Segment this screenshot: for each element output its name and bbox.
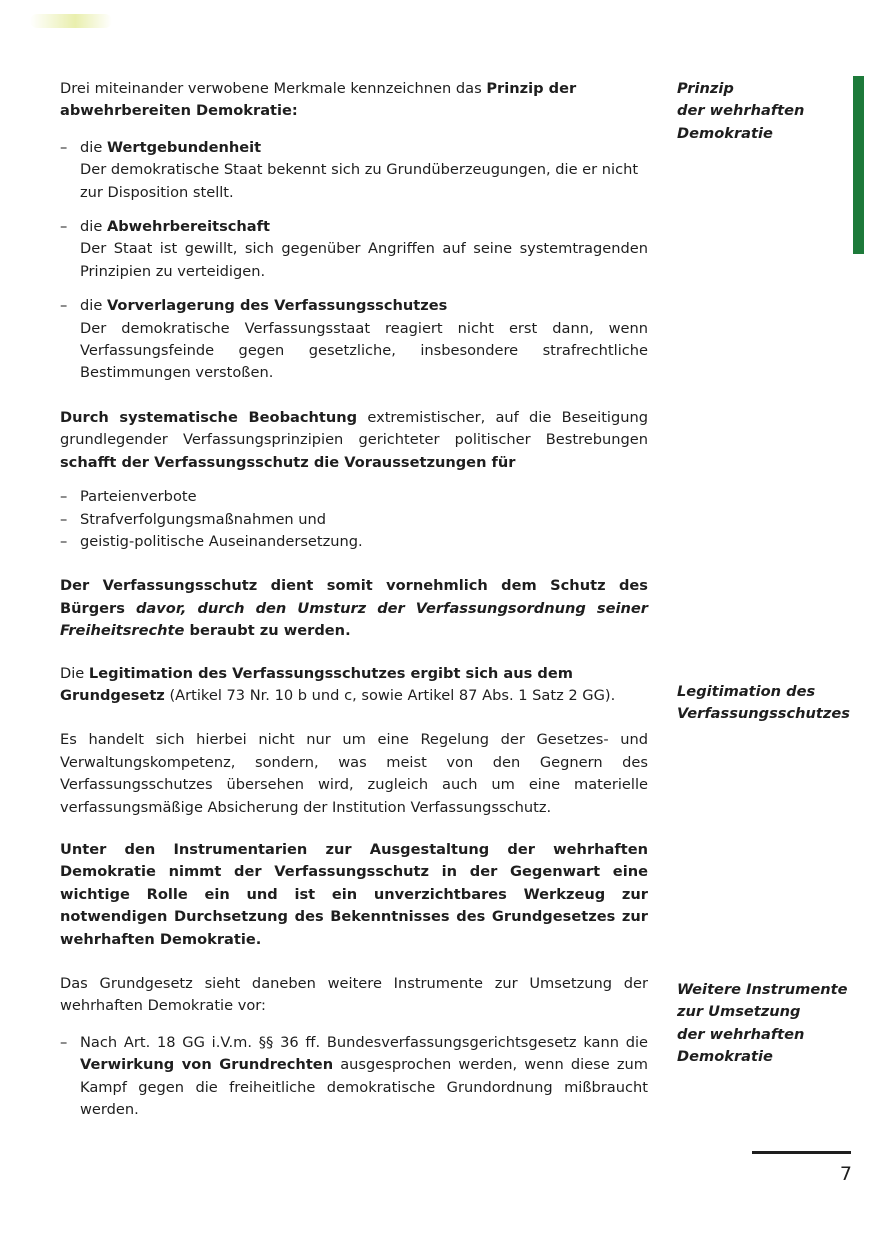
legitimation-paragraph xyxy=(60,663,648,708)
margin-note-further-instruments xyxy=(677,979,849,1069)
protection-text-1: Der Verfassungsschutz dient somit vornehmlich dem Schutz des Bürgers xyxy=(60,577,648,617)
dash-bullet: – xyxy=(60,138,68,156)
margin-note-line: zur Umsetzung xyxy=(677,1003,801,1021)
list-item-text: Parteienverbote xyxy=(80,488,197,506)
feature-text: Der Staat ist gewillt, sich gegenüber Angriffen auf seine systemtragenden Prinzipien zu verteidigen. xyxy=(80,240,648,280)
feature-prefix: die xyxy=(80,138,107,156)
dash-bullet: – xyxy=(60,488,68,506)
forfeiture-text-2: ausgesprochen werden, wenn diese zum Kampf gegen die freiheitliche demokratische Grundordnung mißbraucht werden. xyxy=(80,1056,648,1119)
feature-item xyxy=(60,216,648,283)
protection-paragraph xyxy=(60,575,648,642)
list-item-text: Strafverfolgungsmaßnahmen und xyxy=(80,510,327,528)
margin-note-legitimation xyxy=(677,681,849,726)
measures-list xyxy=(60,486,648,553)
legitimation-text-2: (Artikel 73 Nr. 10 b und c, sowie Artikel 87 Abs. 1 Satz 2 GG). xyxy=(164,686,616,704)
margin-note-principle xyxy=(677,78,849,145)
feature-item xyxy=(60,295,648,385)
forfeiture-item xyxy=(60,1032,648,1122)
feature-item xyxy=(60,137,648,204)
dash-bullet: – xyxy=(60,1033,68,1051)
legitimation-bold: Legitimation des Verfassungsschutzes ergibt sich aus dem Grundgesetz xyxy=(60,664,573,704)
feature-title: Abwehrbereitschaft xyxy=(106,218,270,236)
feature-text: Der demokratische Verfassungsstaat reagiert nicht erst dann, wenn Verfassungsfeinde gegen gesetzliche, insbesondere strafrechtliche Bestimmungen verstoßen. xyxy=(80,319,648,382)
list-item xyxy=(60,486,648,508)
list-item-text: geistig-politische Auseinandersetzung. xyxy=(80,532,363,550)
feature-text: Der demokratische Staat bekennt sich zu Grundüberzeugungen, die er nicht zur Disposition stellt. xyxy=(80,161,639,201)
observation-text: extremistischer, auf die Beseitigung grundlegender Verfassungsprinzipien gerichteter politischer Bestrebungen xyxy=(60,408,649,449)
list-item xyxy=(60,531,648,553)
margin-note-line: Prinzip xyxy=(677,80,734,97)
observation-bold-1: Durch systematische Beobachtung xyxy=(60,408,358,426)
margin-note-line: Demokratie xyxy=(677,1048,773,1066)
observation-paragraph xyxy=(60,407,648,474)
feature-prefix: die xyxy=(80,218,107,236)
chapter-marker-bar xyxy=(853,76,864,254)
margin-note-line: Weitere Instrumente xyxy=(677,981,848,998)
margin-note-line: der wehrhaften xyxy=(677,102,805,120)
feature-title: Vorverlagerung des Verfassungsschutzes xyxy=(106,297,448,315)
highlighter-mark xyxy=(30,14,112,28)
intro-bold: Prinzip der abwehrbereiten Demokratie: xyxy=(60,80,577,120)
margin-note-line: Verfassungsschutzes xyxy=(677,705,850,723)
dash-bullet: – xyxy=(60,218,68,236)
margin-note-line: Legitimation des xyxy=(677,683,816,700)
footer-rule xyxy=(752,1151,851,1154)
margin-note-line: Demokratie xyxy=(677,124,773,142)
feature-prefix: die xyxy=(80,297,107,315)
list-item xyxy=(60,509,648,531)
observation-bold-2: schafft der Verfassungsschutz die Voraussetzungen für xyxy=(60,453,516,471)
forfeiture-bold: Verwirkung von Grundrechten xyxy=(80,1056,334,1074)
feature-title: Wertgebundenheit xyxy=(106,138,262,156)
intro-text: Drei miteinander verwobene Merkmale kennzeichnen das xyxy=(60,80,487,97)
instruments-paragraph: Unter den Instrumentarien zur Ausgestaltung der wehrhaften Demokratie nimmt der Verfassungsschutz in der Gegenwart eine wichtige Rolle ein und ist ein unverzichtbares Werkzeug zur notwendigen Durchsetzung des Bekenntnisses des Grundgesetzes zur wehrhaften Demokratie. xyxy=(60,840,648,948)
dash-bullet: – xyxy=(60,297,68,315)
protection-text-2: beraubt zu werden. xyxy=(184,622,351,640)
page-number: 7 xyxy=(839,1163,852,1185)
protection-text-italic: davor, durch den Umsturz der Verfassungsordnung seiner Freiheitsrechte xyxy=(60,599,648,640)
dash-bullet: – xyxy=(60,510,68,528)
margin-note-line: der wehrhaften xyxy=(677,1025,805,1043)
further-instruments-paragraph: Das Grundgesetz sieht daneben weitere Instrumente zur Umsetzung der wehrhaften Demokratie vor: xyxy=(60,975,648,1015)
intro-paragraph xyxy=(60,78,648,123)
regulation-paragraph: Es handelt sich hierbei nicht nur um eine Regelung der Gesetzes- und Verwaltungskompetenz, sondern, was meist von den Gegnern des Verfassungsschutzes übersehen wird, zugleich auch um eine materielle verfassungsmäßige Absicherung der Institution Verfassungsschutz. xyxy=(60,731,648,816)
main-text-column xyxy=(60,78,648,1121)
dash-bullet: – xyxy=(60,532,68,550)
legitimation-text-1: Die xyxy=(60,664,89,682)
forfeiture-text-1: Nach Art. 18 GG i.V.m. §§ 36 ff. Bundesverfassungsgerichtsgesetz kann die xyxy=(80,1033,648,1051)
